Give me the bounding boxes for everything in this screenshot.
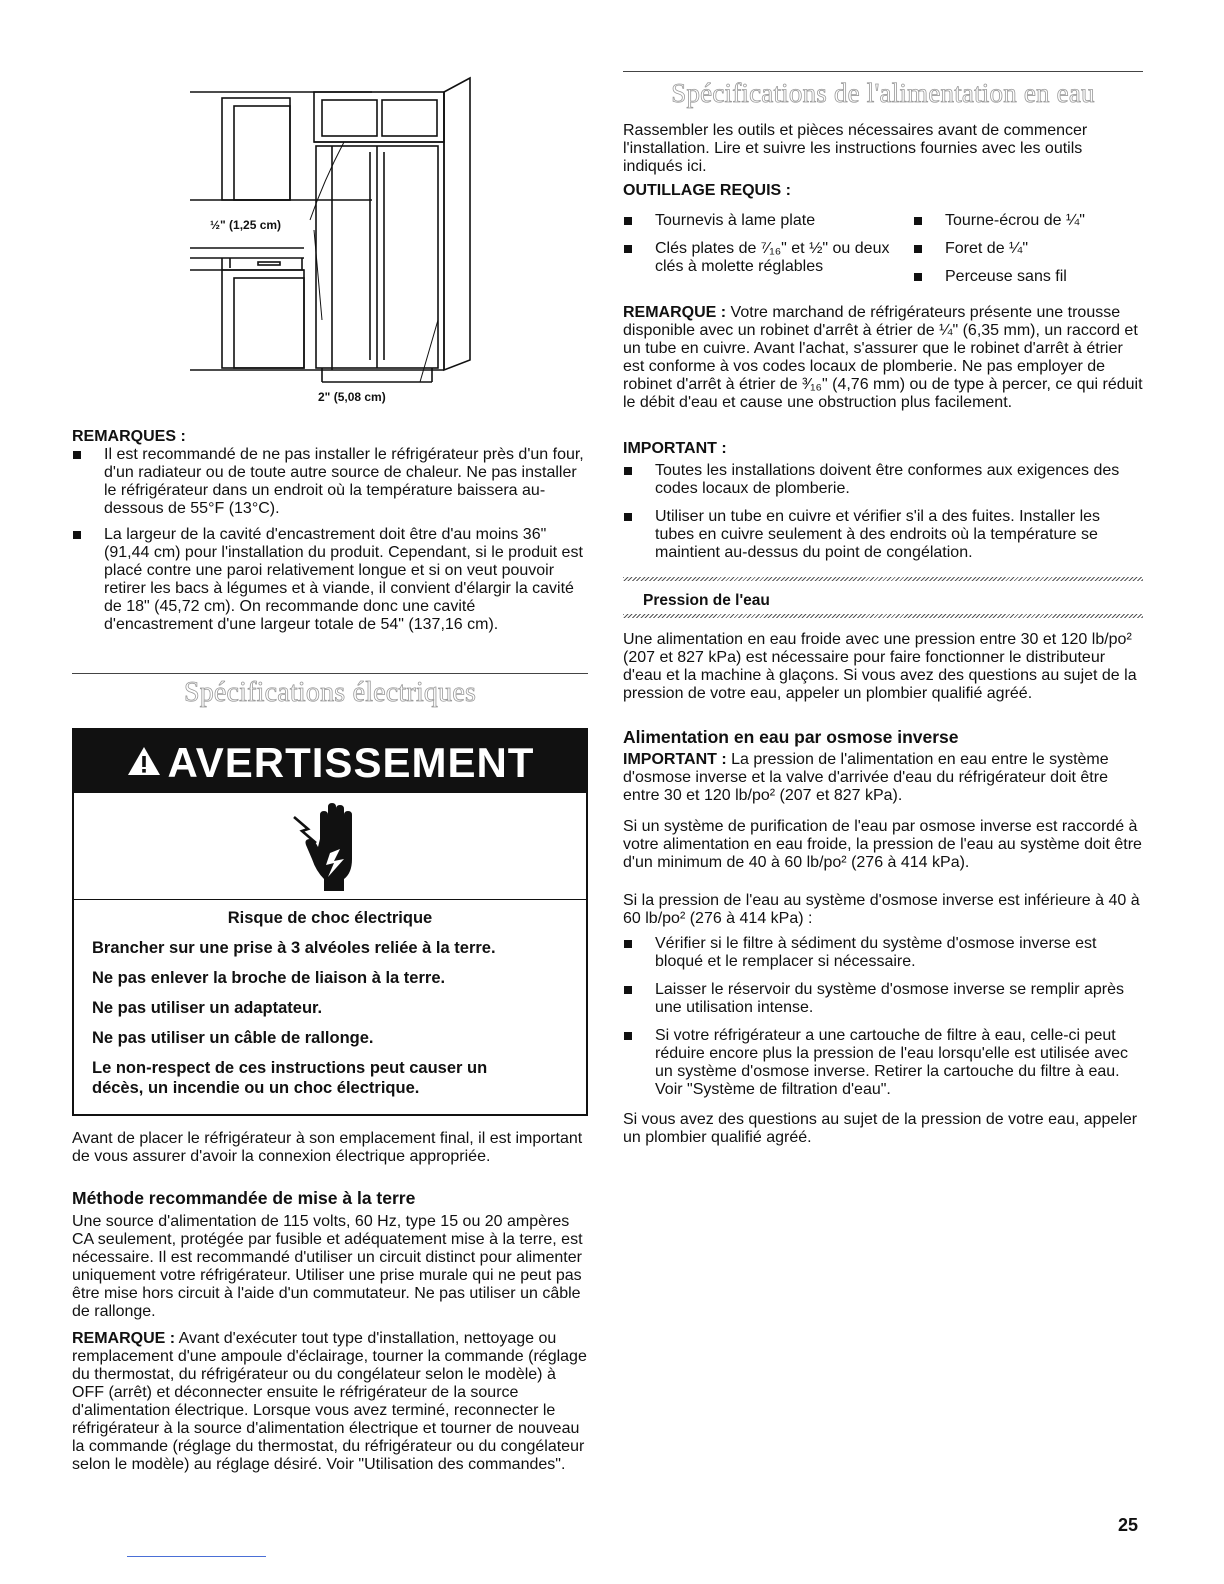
elec-section-title: Spécifications électriques [183,677,477,708]
tools-list-left [623,212,893,276]
water-intro: Rassembler les outils et pièces nécessaires avant de commencer l'installation. Lire et suivre les instructions fournies avec les outils indiqués ici. [623,122,1088,175]
osmose-text-3: Si la pression de l'eau au système d'osmose inverse est inférieure à 40 à 60 lb/po² (276 à 414 kPa) : [623,892,1140,927]
list-item: Toutes les installations doivent être conformes aux exigences des codes locaux de plomberie. [623,462,1143,498]
note-body: Votre marchand de réfrigérateurs présente une trousse disponible avec un robinet d'arrêt à étrier de ¼" (6,35 mm), un raccord et un tube en cuivre. Avant l'achat, s'assurer que le robinet d'arrêt à étrier est conforme à vos codes locaux de plomberie. Ne pas employer de robinet d'arrêt à étrier de ³⁄₁₆" (4,76 mm) ou de type à percer, ce qui réduit le débit d'eau et cause une obstruction plus facilement. [623,304,1143,411]
warning-title: AVERTISSEMENT [167,738,535,786]
osmose-list [623,935,1143,1099]
warning-body [74,908,586,1098]
note-body: Avant d'exécuter tout type d'installation, nettoyage ou remplacement d'une ampoule d'éclairage, tourner la commande (réglage du thermostat, du réfrigérateur ou du congélateur selon le modèle) à OFF (arrêt) et déconnecter ensuite le réfrigérateur de la source d'alimentation électrique. Lorsque vous avez terminé, reconnecter le réfrigérateur à la source d'alimentation électrique et tourner de nouveau la commande (réglage du thermostat, du réfrigérateur ou du congélateur selon le modèle) au réglage désiré. Voir "Utilisation des commandes". [72,1330,587,1473]
note-label: REMARQUE : [623,304,727,321]
remarques-list [72,446,588,634]
water-note [623,304,1143,412]
cabinet-diagram-svg [72,70,588,420]
remarques-heading: REMARQUES : [72,428,186,445]
osmose-text-2: Si un système de purification de l'eau par osmose inverse est raccordé à votre alimentation en eau froide, la pression de l'eau au système doit être d'un minimum de 40 à 60 lb/po² (276 à 414 kPa). [623,818,1142,871]
tools-heading: OUTILLAGE REQUIS : [623,182,791,199]
list-item: Si votre réfrigérateur a une cartouche de filtre à eau, celle-ci peut réduire encore plus la pression de l'eau lorsqu'elle est utilisée avec un système d'osmose inverse. Retirer la cartouche du filtre à eau. Voir "Système de filtration d'eau". [623,1027,1143,1099]
warning-line: Ne pas utiliser un câble de rallonge. [92,1028,374,1047]
water-section-title: Spécifications de l'alimentation en eau [671,78,1095,108]
gap-label-top: ½" (1,25 cm) [210,218,282,232]
list-item: La largeur de la cavité d'encastrement doit être d'au moins 36" (91,44 cm) pour l'installation du produit. Cependant, si le produit est placé contre une paroi relativement longue et si on veut pouvoir retirer les bacs à légumes et à viande, il convient d'élargir la cavité de 18" (45,72 cm). On recommande donc une cavité d'encastrement d'une largeur totale de 54" (137,16 cm). [72,526,588,634]
warning-box [72,728,588,1116]
pressure-heading: Pression de l'eau [643,592,770,609]
tools-list-right [913,212,1143,286]
hatch-divider-top [623,577,1143,581]
footer-link-line [127,1556,266,1557]
list-item: Tourne-écrou de ¼" [913,212,1143,230]
warning-line: Ne pas enlever la broche de liaison à la terre. [92,968,446,987]
method-heading: Méthode recommandée de mise à la terre [72,1188,416,1208]
pressure-text: Une alimentation en eau froide avec une pression entre 30 et 120 lb/po² (207 et 827 kPa) est nécessaire pour faire fonctionner le distributeur d'eau et la machine à glaçons. Si vous avez des questions au sujet de la pression de votre eau, appeler un plombier qualifié agréé. [623,631,1137,702]
installation-diagram [72,70,588,420]
list-item: Foret de ¼" [913,240,1143,258]
shock-hand-icon [74,793,586,900]
elec-intro: Avant de placer le réfrigérateur à son emplacement final, il est important de vous assurer d'avoir la connexion électrique appropriée. [72,1130,583,1165]
gap-label-bottom: 2" (5,08 cm) [318,390,386,404]
important-heading: IMPORTANT : [623,440,727,457]
warning-triangle-icon [126,742,162,784]
warning-line: Ne pas utiliser un adaptateur. [92,998,323,1017]
list-item: Utiliser un tube en cuivre et vérifier s'il a des fuites. Installer les tubes en cuivre seulement à des endroits où la température se maintient au-dessus du point de congélation. [623,508,1143,562]
important-list [623,462,1143,562]
list-item: Tournevis à lame plate [623,212,893,230]
method-text [72,1213,588,1321]
closing-text: Si vous avez des questions au sujet de la pression de votre eau, appeler un plombier qualifié agréé. [623,1111,1138,1146]
section-divider [72,673,588,674]
list-item: Perceuse sans fil [913,268,1143,286]
osmose-heading: Alimentation en eau par osmose inverse [623,727,959,747]
section-divider [623,71,1143,72]
warning-bar [74,730,586,793]
osmose-label: IMPORTANT : [623,751,727,768]
elec-note [72,1330,588,1474]
warning-line: Brancher sur une prise à 3 alvéoles reliée à la terre. [92,938,496,957]
warning-risk: Risque de choc électrique [227,908,433,927]
warning-consequence: Le non-respect de ces instructions peut causer un décès, un incendie ou un choc électrique. [92,1058,488,1097]
list-item: Il est recommandé de ne pas installer le réfrigérateur près d'un four, d'un radiateur ou de toute autre source de chaleur. Ne pas installer le réfrigérateur dans un endroit où la température baissera au-dessous de 55°F (13°C). [72,446,588,518]
page-number: 25 [1118,1515,1139,1535]
osmose-body: La pression de l'alimentation en eau entre le système d'osmose inverse et la valve d'arrivée d'eau du réfrigérateur doit être entre 30 et 120 lb/po² (207 et 827 kPa). [623,751,1109,804]
list-item: Laisser le réservoir du système d'osmose inverse se remplir après une utilisation intense. [623,981,1143,1017]
list-item: Clés plates de ⁷⁄₁₆" et ½" ou deux clés à molette réglables [623,240,893,276]
hatch-divider-bottom [623,614,1143,618]
osmose-important [623,751,1143,805]
list-item: Vérifier si le filtre à sédiment du système d'osmose inverse est bloqué et le remplacer si nécessaire. [623,935,1143,971]
note-label: REMARQUE : [72,1330,176,1347]
method-body: Une source d'alimentation de 115 volts, 60 Hz, type 15 ou 20 ampères CA seulement, protégée par fusible et adéquatement mise à la terre, est nécessaire. Il est recommandé d'utiliser un circuit distinct pour alimenter uniquement votre réfrigérateur. Utiliser une prise murale qui ne peut pas être mise hors circuit à l'aide d'un commutateur. Ne pas utiliser un câble de rallonge. [72,1213,583,1320]
